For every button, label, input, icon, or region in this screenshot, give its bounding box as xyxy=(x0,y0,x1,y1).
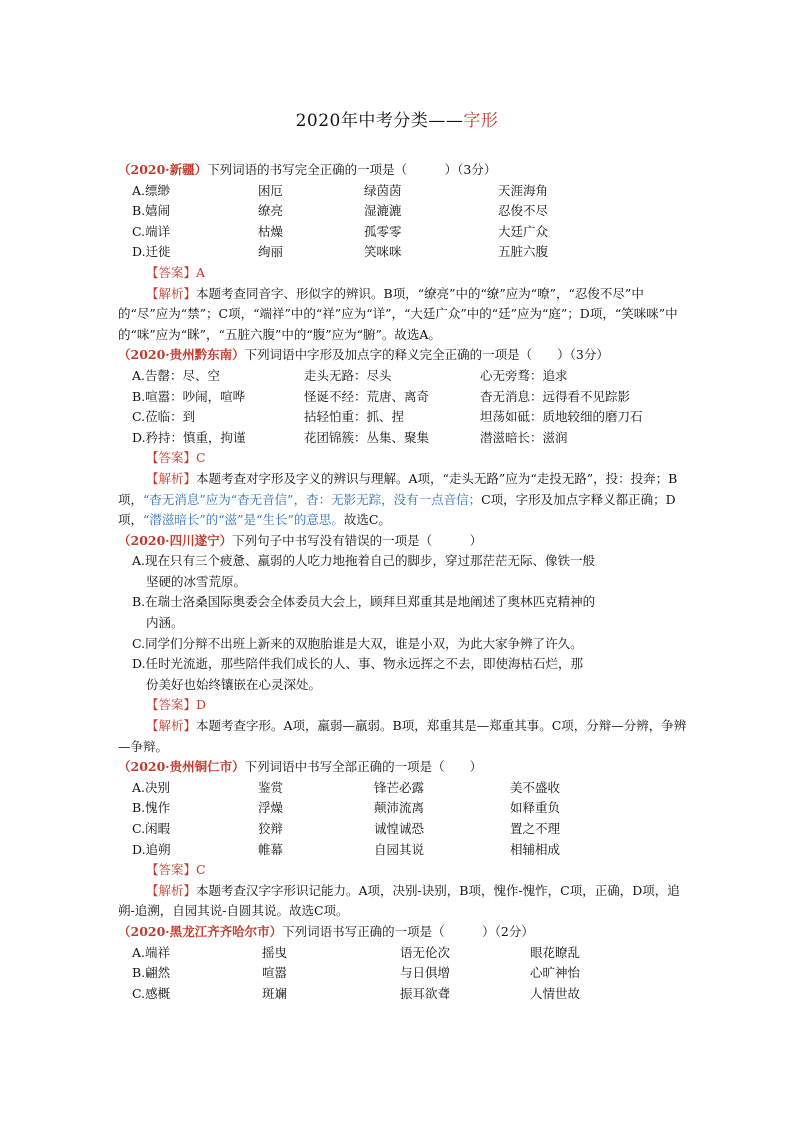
q5-source: （2020·黑龙江齐齐哈尔市） xyxy=(118,923,283,939)
q2-stem: 下列词语中字形及加点字的释义完全正确的一项是（ ）（3分） xyxy=(244,347,609,363)
question-1 xyxy=(118,160,688,181)
q2-option-c: C.莅临：到 拈轻怕重：抓、捏 坦荡如砥：质地较细的磨刀石 xyxy=(132,409,643,425)
page-title xyxy=(0,106,794,131)
q5-option-a: A.端祥 摇曳 语无伦次 眼花瞭乱 xyxy=(132,944,581,960)
q2-option-b: B.喧嚣：吵闹，喧哗 怪诞不经：荒唐、离奇 杳无消息：远得看不见踪影 xyxy=(132,388,631,404)
q3-stem: 下列句子中书写没有错误的一项是（ ） xyxy=(232,532,483,548)
q4-option-d: D.追朔 帷幕 自园其说 相辅相成 xyxy=(132,841,561,857)
q4-answer: 【答案】C xyxy=(146,862,206,878)
title-main: 2020年中考分类—— xyxy=(295,111,464,131)
q3-option-c: C.同学们分辩不出班上新来的双胞胎谁是大双，谁是小双，为此大家争辨了许久。 xyxy=(132,635,583,651)
q4-option-a: A.决别 鉴赏 锋芒必露 美不盛收 xyxy=(132,779,561,795)
q1-stem: 下列词语的书写完全正确的一项是（ ）（3分） xyxy=(207,162,497,177)
q3-option-d: D.任时光流逝，那些陪伴我们成长的人、事、物永远挥之不去，即使海枯石烂，那 份美好也始终镶嵌在心灵深处。 xyxy=(132,656,584,692)
q1-option-a: A.缥缈 困厄 绿茵茵 天涯海角 xyxy=(132,182,549,198)
q2-option-a: A.告罄：尽、空 走头无路：尽头 心无旁骛：追求 xyxy=(132,367,568,383)
q1-analysis: 【解析】本题考查同音字、形似字的辨识。B项，“缭亮”中的“缭”应为“嘹”，“忍俊不尽”中的“尽”应为“禁”；C项，“端祥”中的“祥”应为“详”，“大廷广众”中的“廷”应为“庭”；D项，“笑咪咪”中的“咪”应为“眯”，“五脏六腹”中的“腹”应为“腑”。故选A。 xyxy=(118,285,678,342)
q4-source: （2020·贵州铜仁市） xyxy=(118,759,245,775)
q5-option-c: C.感概 斑斓 振耳欲聋 人情世故 xyxy=(132,985,581,1001)
q3-option-a: A.现在只有三个疲惫、羸弱的人吃力地拖着自己的脚步，穿过那茫茫无际、像铁一般 坚硬的冰雪荒原。 xyxy=(132,553,596,589)
question-2 xyxy=(118,345,688,366)
q1-option-b: B.嬉闹 缭亮 湿漉漉 忍俊不尽 xyxy=(132,203,549,219)
content xyxy=(118,160,688,1004)
q4-option-b: B.愧作 浮燥 颠沛流离 如释重负 xyxy=(132,800,561,816)
q3-source: （2020·四川遂宁） xyxy=(118,532,233,548)
q2-analysis: 【解析】本题考查对字形及字义的辨识与理解。A项，“走头无路”应为“走投无路”，投：投奔；B项，“杳无消息”应为“杳无音信”，杳：无影无踪，没有一点音信；C项，字形及加点字释义都正确；D项，“潜滋暗长”的“滋”是“生长”的意思。故选C。 xyxy=(118,470,678,528)
q1-option-c: C.端详 枯燥 孤零零 大廷广众 xyxy=(132,223,549,239)
q3-answer: 【答案】D xyxy=(146,697,207,713)
q3-option-b: B.在瑞士洛桑国际奥委会全体委员大会上，顾拜旦郑重其是地阐述了奥林匹克精神的 内涵。 xyxy=(132,594,596,631)
q4-stem: 下列词语中书写全部正确的一项是（ ） xyxy=(244,759,483,775)
question-3 xyxy=(118,531,688,552)
title-highlight: 字形 xyxy=(463,111,499,131)
q5-stem: 下列词语书写正确的一项是（ ）（2分） xyxy=(282,923,534,939)
q4-option-c: C.闲暇 狡辩 诚惶诚恐 置之不理 xyxy=(132,821,561,836)
q1-source: （2020·新疆） xyxy=(118,162,208,177)
q2-answer: 【答案】C xyxy=(146,450,206,466)
question-5 xyxy=(118,922,688,943)
q2-source: （2020·贵州黔东南） xyxy=(118,347,245,363)
q4-analysis: 【解析】本题考查汉字字形识记能力。A项，决别-诀别，B项，愧作-愧怍，C项，正确，D项，追朔-追溯，自园其说-自圆其说。故选C项。 xyxy=(118,882,680,919)
question-4 xyxy=(118,757,688,778)
q2-option-d: D.矜持：慎重，拘谨 花团锦簇：丛集、聚集 潜滋暗长：滋润 xyxy=(132,429,568,445)
q3-analysis: 【解析】本题考查字形。A项，羸弱—羸弱。B项，郑重其是—郑重其事。C项，分辩—分辨，争辨—争辩。 xyxy=(118,718,687,754)
q1-option-d: D.迁徙 绚丽 笑咪咪 五脏六腹 xyxy=(132,244,549,260)
q5-option-b: B.翩然 喧嚣 与日俱增 心旷神怡 xyxy=(132,965,581,981)
q1-answer: 【答案】A xyxy=(146,264,206,280)
